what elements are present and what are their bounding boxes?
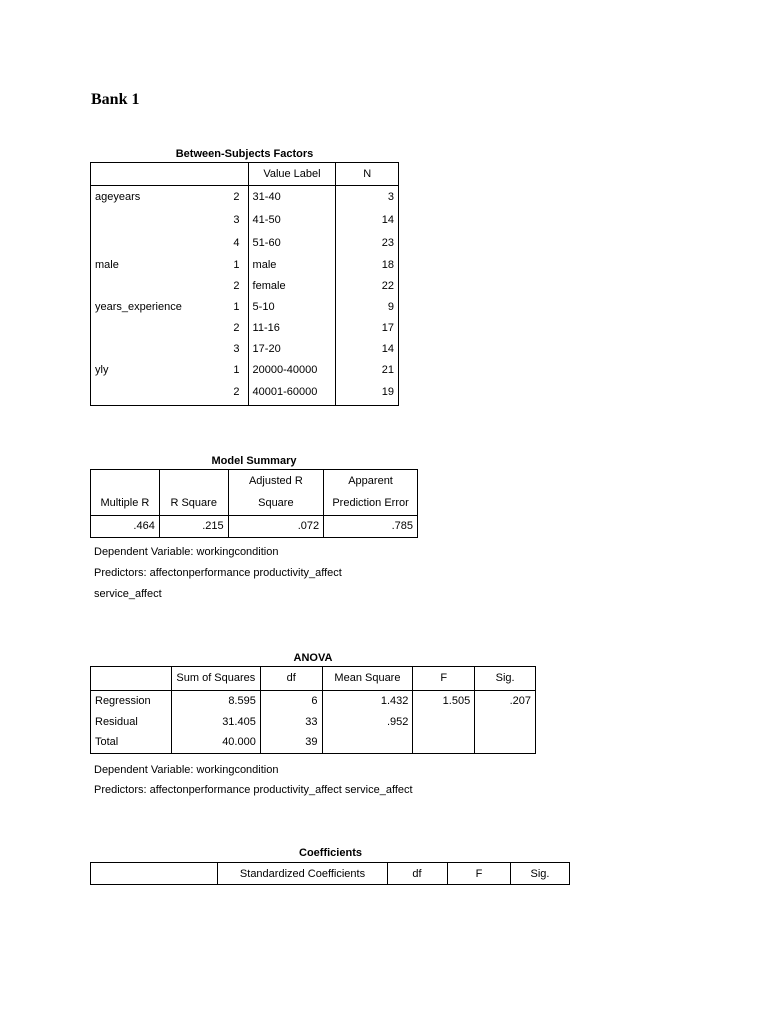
table-header-row [91,163,399,186]
df-cell: 39 [260,733,322,754]
level-cell: 1 [233,300,240,313]
level-cell: 2 [233,190,240,203]
table-row [91,318,399,339]
coefficients-title: Coefficients [299,847,362,859]
model-summary-note: Predictors: affectonperformance productivity_affect [94,567,342,579]
header-f: F [448,863,511,884]
model-summary-note: service_affect [94,588,162,600]
df-cell: 33 [260,713,322,733]
ms-cell: 1.432 [322,691,413,713]
factor-cell: yly [95,363,109,376]
factor-cell: years_experience [95,300,182,313]
n-cell: 3 [387,190,394,203]
label-cell: 41-50 [248,209,336,232]
anova-note: Predictors: affectonperformance productivity_affect service_affect [94,784,413,796]
header-mean-square: Mean Square [322,667,413,691]
factor-cell [91,232,204,255]
factor-cell [91,318,204,339]
table-header-row [91,470,418,493]
factor-cell: ageyears [95,190,141,203]
table-row [91,516,418,538]
header-f: F [413,667,475,691]
n-cell: 19 [381,386,394,399]
factor-cell [91,381,204,406]
header-apparent-line1: Apparent [348,474,393,487]
n-cell: 14 [381,213,394,226]
header-adjusted-r-line2: Square [228,493,324,516]
header-multiple-r: Multiple R [91,493,160,516]
level-cell: 1 [233,258,240,271]
model-summary-table [90,469,418,538]
label-cell: 51-60 [248,232,336,255]
factor-cell: male [95,258,119,271]
header-apparent-line2: Prediction Error [332,497,409,510]
ms-cell: .952 [322,713,413,733]
table-row [91,209,399,232]
page-heading: Bank 1 [91,91,140,108]
sig-cell: .207 [509,695,531,708]
table-row [91,297,399,318]
row-name: Regression [91,691,172,713]
ss-cell: 31.405 [171,713,260,733]
adjusted-r-value: .072 [228,516,324,538]
row-name: Total [91,733,172,754]
sig-cell [475,733,536,754]
ss-cell: 8.595 [171,691,260,713]
model-summary-note: Dependent Variable: workingcondition [94,546,279,558]
n-cell: 21 [381,363,394,376]
f-cell [413,713,475,733]
header-df: df [260,667,322,691]
sig-cell [475,713,536,733]
n-cell: 14 [381,342,394,355]
table-row [91,186,399,209]
n-cell: 9 [387,300,394,313]
level-cell: 2 [233,386,240,399]
between-subjects-title: Between-Subjects Factors [175,148,314,160]
label-cell: 40001-60000 [248,381,336,406]
multiple-r-value: .464 [91,516,160,538]
header-standardized-coefficients: Standardized Coefficients [217,863,388,884]
table-row [91,360,399,381]
row-name: Residual [91,713,172,733]
ms-cell [322,733,413,754]
table-row [91,381,399,406]
ss-cell: 40.000 [171,733,260,754]
factor-cell [91,209,204,232]
header-adjusted-r-line1: Adjusted R [228,470,324,493]
table-row [91,232,399,255]
apparent-error-value: .785 [391,520,413,532]
label-cell: female [248,276,336,297]
header-value-label: Value Label [248,163,336,186]
label-cell: 5-10 [248,297,336,318]
table-header-row [91,493,418,516]
r-square-value: .215 [159,516,228,538]
n-cell: 17 [381,321,394,334]
table-row [91,733,536,754]
factor-cell [91,276,204,297]
table-row [91,691,536,713]
anova-title: ANOVA [293,652,333,664]
f-cell [413,733,475,754]
anova-table [90,666,536,754]
df-cell: 6 [260,691,322,713]
n-cell: 23 [381,236,394,249]
header-sum-of-squares: Sum of Squares [171,667,260,691]
coefficients-table [90,862,570,885]
level-cell: 2 [233,321,240,334]
label-cell: 17-20 [248,339,336,360]
f-cell: 1.505 [413,691,475,713]
header-sig: Sig. [530,868,550,880]
label-cell: 20000-40000 [248,360,336,381]
label-cell: 31-40 [248,186,336,209]
n-cell: 18 [381,258,394,271]
table-row [91,276,399,297]
header-r-square: R Square [159,493,228,516]
factor-cell [91,339,204,360]
level-cell: 4 [233,236,240,249]
table-row [91,713,536,733]
header-sig: Sig. [495,672,515,684]
label-cell: 11-16 [248,318,336,339]
level-cell: 1 [233,363,240,376]
level-cell: 3 [233,213,240,226]
n-cell: 22 [381,279,394,292]
header-n: N [363,167,372,180]
model-summary-title: Model Summary [211,455,297,467]
level-cell: 2 [233,279,240,292]
anova-note: Dependent Variable: workingcondition [94,764,279,776]
header-df: df [387,863,448,884]
between-subjects-table [90,162,399,406]
table-header-row [91,667,536,691]
label-cell: male [248,255,336,276]
level-cell: 3 [233,342,240,355]
table-row [91,255,399,276]
table-row [91,339,399,360]
